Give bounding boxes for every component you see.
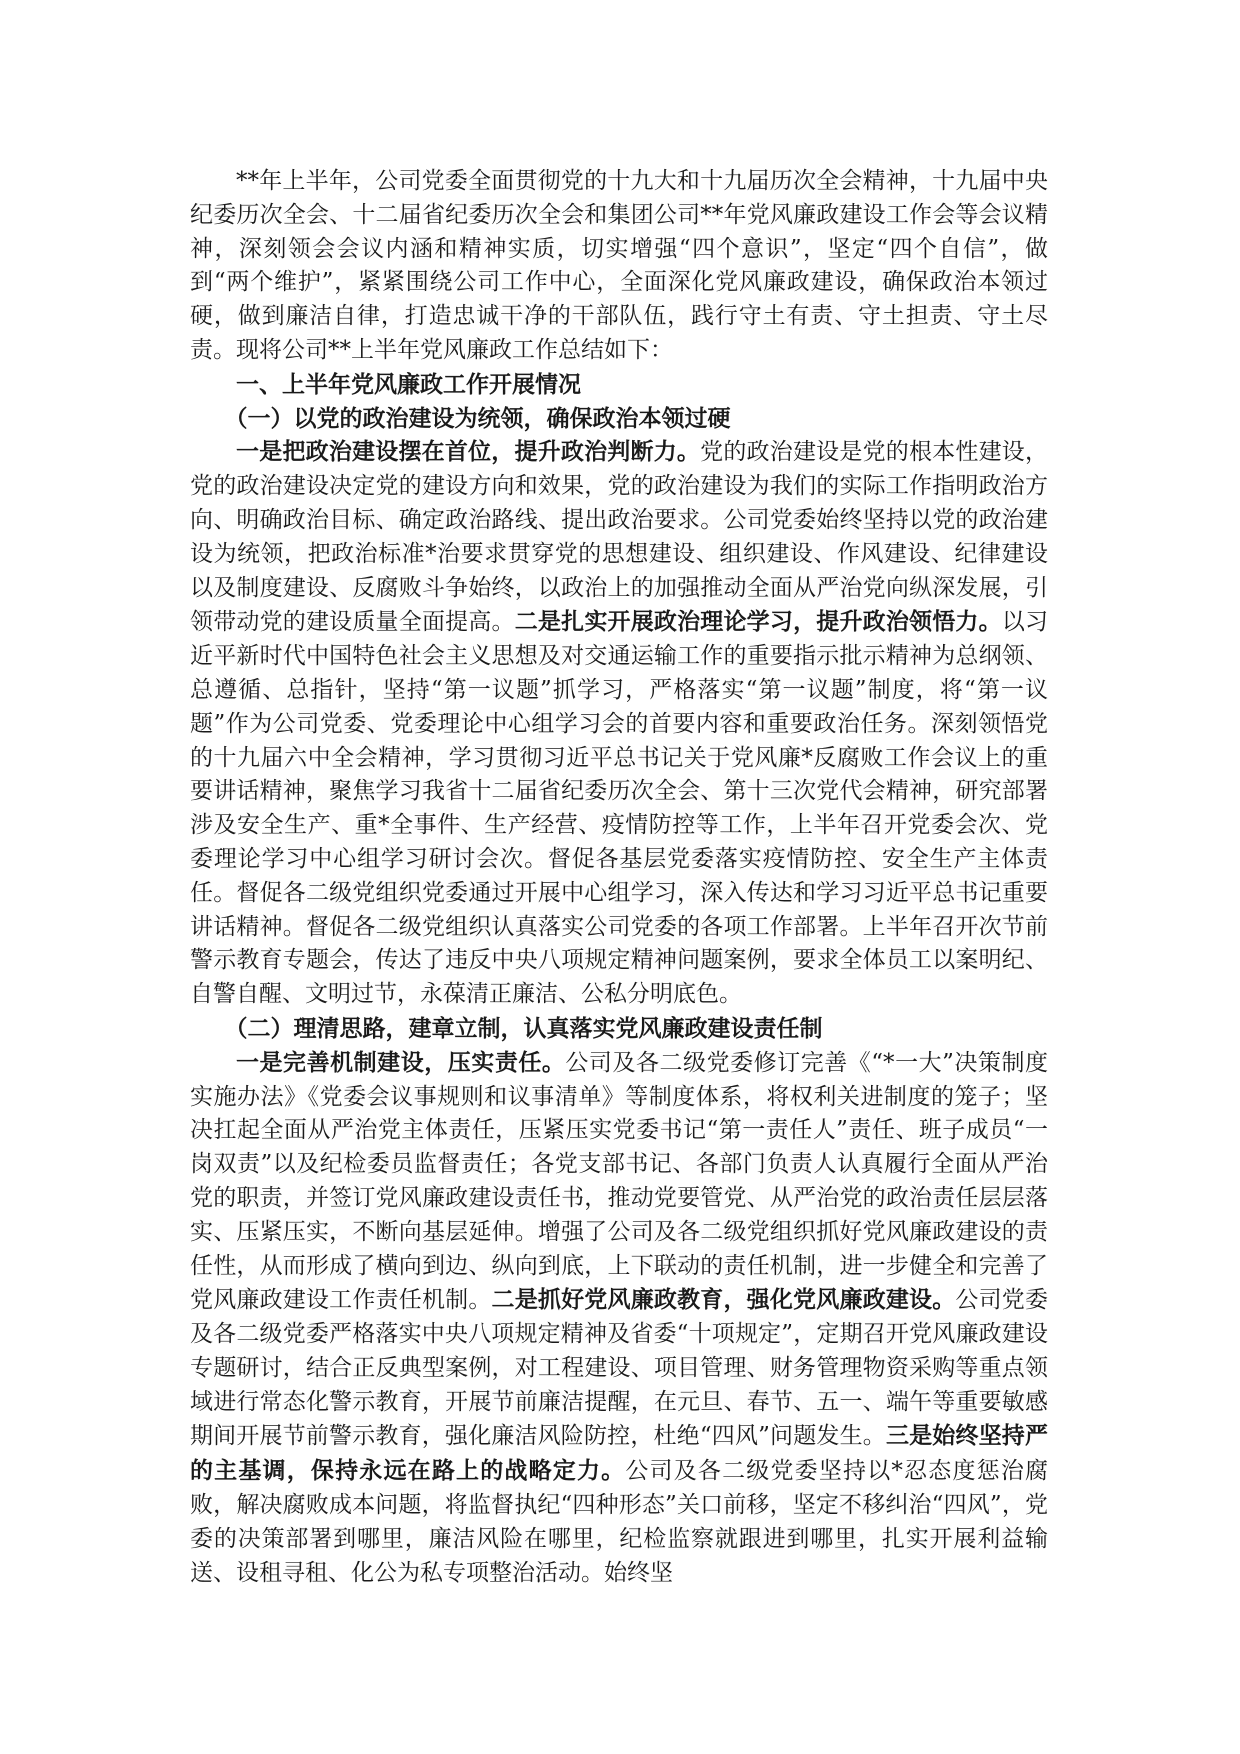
lead-sentence: 二是抓好党风廉政教育，强化党风廉政建设。 xyxy=(491,1286,956,1314)
body-paragraph xyxy=(190,1046,1048,1591)
paragraph-text: 公司及各二级党委坚持以*忍态度惩治腐败，解决腐败成本问题，将监督执纪“四种形态”关口前移，坚定不移纠治“四风”，党委的决策部署到哪里，廉洁风险在哪里，纪检监察就跟进到哪里，扎实开展利益输送、设租寻租、化公为私专项整治活动。始终坚 xyxy=(190,1458,1049,1586)
lead-sentence: 二是扎实开展政治理论学习，提升政治领悟力。 xyxy=(514,608,1002,636)
subsection-heading: （一）以党的政治建设为统领，确保政治本领过硬 xyxy=(224,404,731,432)
section-heading: 一、上半年党风廉政工作开展情况 xyxy=(236,370,581,398)
paragraph-text: 党的政治建设是党的根本性建设，党的政治建设决定党的建设方向和效果，党的政治建设为我们的实际工作指明政治方向、明确政治目标、确定政治路线、提出政治要求。公司党委始终坚持以党的政治建设为统领，把政治标准*治要求贯穿党的思想建设、组织建设、作风建设、纪律建设以及制度建设、反腐败斗争始终，以政治上的加强推动全面从严治党向纵深发展，引领带动党的建设质量全面提高。 xyxy=(190,439,1049,636)
lead-sentence: 一是把政治建设摆在首位，提升政治判断力。 xyxy=(236,438,701,466)
lead-sentence: 一是完善机制建设，压实责任。 xyxy=(236,1048,566,1076)
body-paragraph xyxy=(190,435,1048,1012)
lead-sentence: 三是始终坚持严的主基调，保持永远在路上的战略定力。 xyxy=(190,1422,1048,1485)
subsection-heading: （二）理清思路，建章立制，认真落实党风廉政建设责任制 xyxy=(224,1014,823,1042)
intro-paragraph: **年上半年，公司党委全面贯彻党的十九大和十九届历次全会精神，十九届中央纪委历次全会、十二届省纪委历次全会和集团公司**年党风廉政建设工作会等会议精神，深刻领会会议内涵和精神实质，切实增强“四个意识”，坚定“四个自信”，做到“两个维护”，紧紧围绕公司工作中心，全面深化党风廉政建设，确保政治本领过硬，做到廉洁自律，打造忠诚干净的干部队伍，践行守土有责、守土担责、守土尽责。现将公司**上半年党风廉政工作总结如下： xyxy=(190,168,1048,363)
paragraph-text: 以习近平新时代中国特色社会主义思想及对交通运输工作的重要指示批示精神为总纲领、总遵循、总指针，坚持“第一议题”抓学习，严格落实“第一议题”制度，将“第一议题”作为公司党委、党委理论中心组学习会的首要内容和重要政治任务。深刻领悟党的十九届六中全会精神，学习贯彻习近平总书记关于党风廉*反腐败工作会议上的重要讲话精神，聚焦学习我省十二届省纪委历次全会、第十三次党代会精神，研究部署涉及安全生产、重*全事件、生产经营、疫情防控等工作，上半年召开党委会次、党委理论学习中心组学习研讨会次。督促各基层党委落实疫情防控、安全生产主体责任。督促各二级党组织党委通过开展中心组学习，深入传达和学习习近平总书记重要讲话精神。督促各二级党组织认真落实公司党委的各项工作部署。上半年召开次节前警示教育专题会，传达了违反中央八项规定精神问题案例，要求全体员工以案明纪、自警自醒、文明过节，永葆清正廉洁、公私分明底色。 xyxy=(190,609,1049,1008)
document-body xyxy=(190,165,1048,1590)
paragraph-text: 公司党委及各二级党委严格落实中央八项规定精神及省委“十项规定”，定期召开党风廉政建设专题研讨，结合正反典型案例，对工程建设、项目管理、财务管理物资采购等重点领域进行常态化警示教育，开展节前廉洁提醒，在元旦、春节、五一、端午等重要敏感期间开展节前警示教育，强化廉洁风险防控，杜绝“四风”问题发生。 xyxy=(190,1287,1049,1450)
paragraph-text: 公司及各二级党委修订完善《“*一大”决策制度实施办法》《党委会议事规则和议事清单》等制度体系，将权利关进制度的笼子；坚决扛起全面从严治党主体责任，压紧压实党委书记“第一责任人”责任、班子成员“一岗双责”以及纪检委员监督责任；各党支部书记、各部门负责人认真履行全面从严治党的职责，并签订党风廉政建设责任书，推动党要管党、从严治党的政治责任层层落实、压紧压实，不断向基层延伸。增强了公司及各二级党组织抓好党风廉政建设的责任性，从而形成了横向到边、纵向到底，上下联动的责任机制，进一步健全和完善了党风廉政建设工作责任机制。 xyxy=(190,1049,1048,1314)
